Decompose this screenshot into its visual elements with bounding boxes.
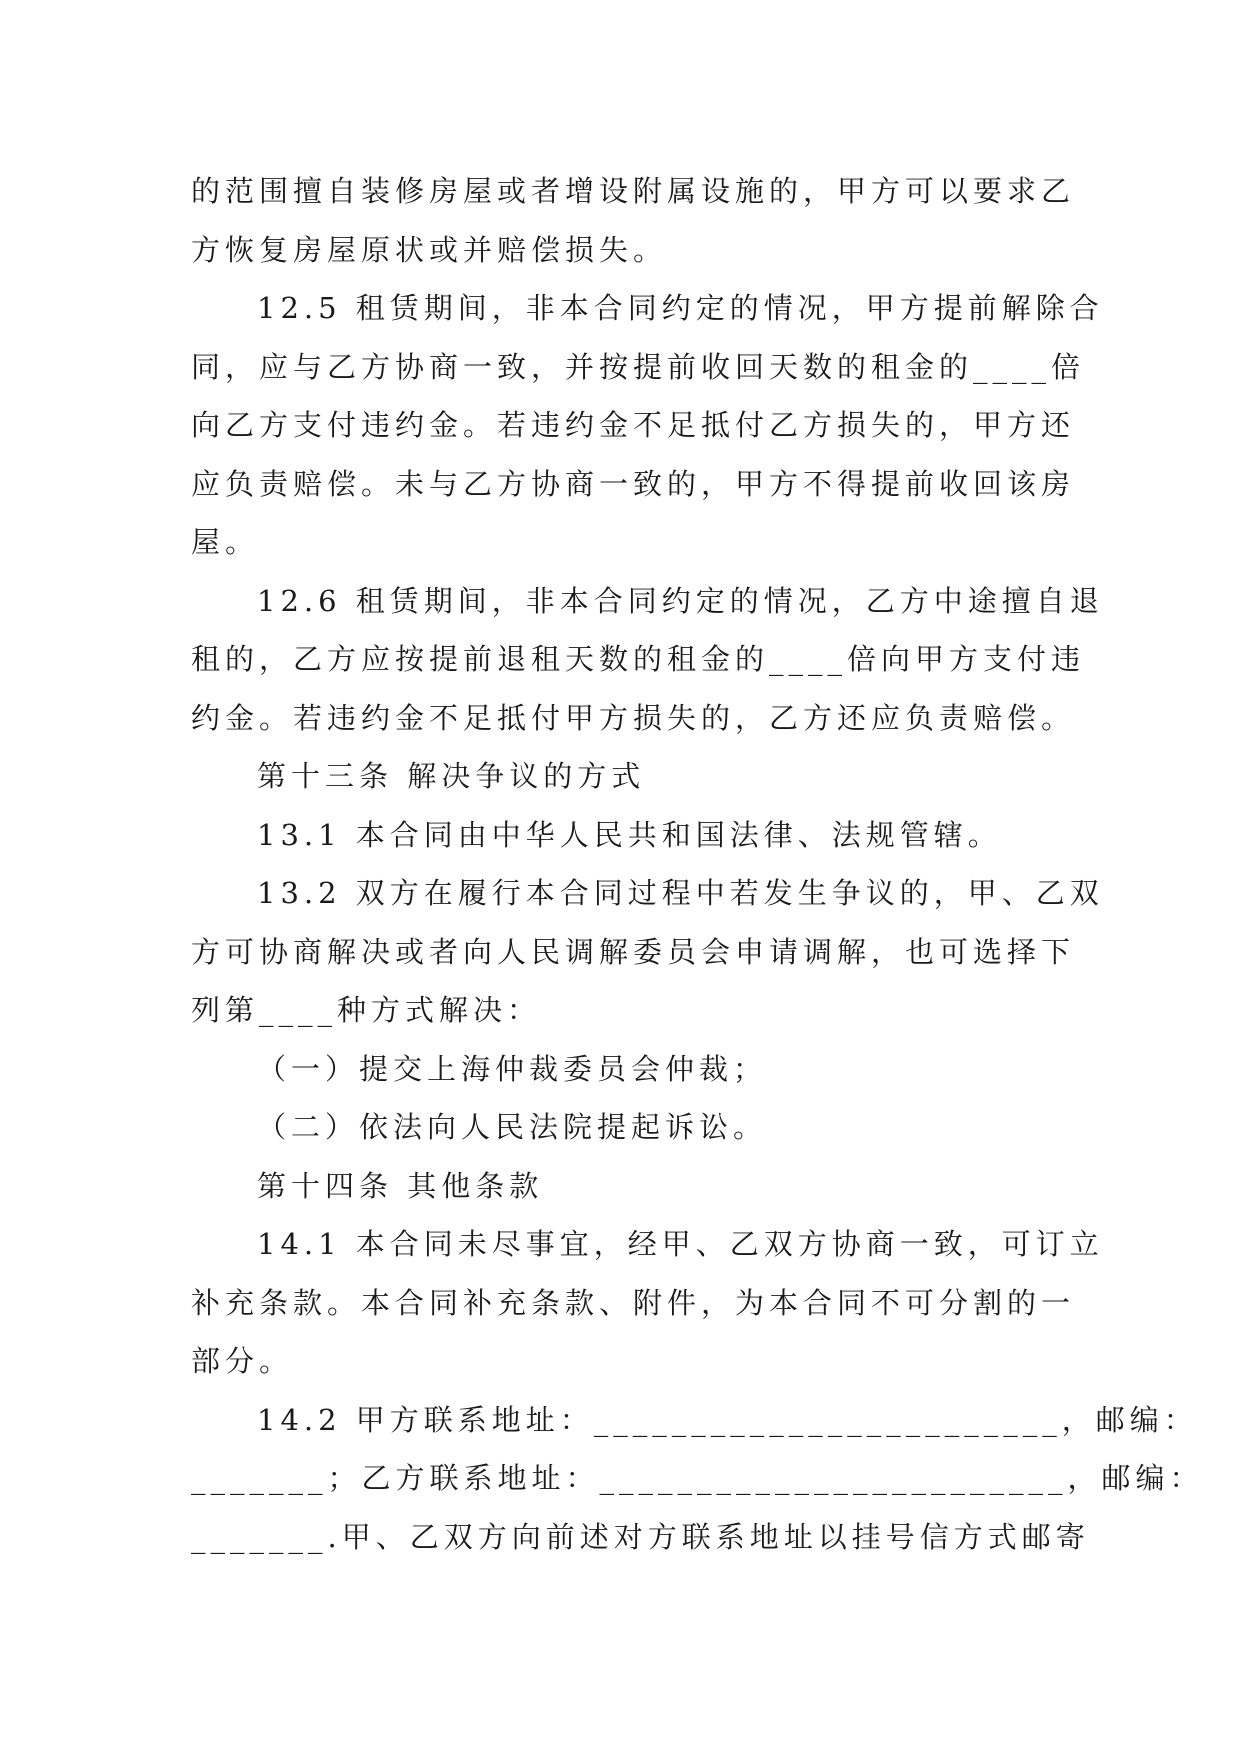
text-line: 方恢复房屋原状或并赔偿损失。 [191, 232, 668, 267]
article-14-heading: 第十四条 其他条款 [257, 1168, 544, 1203]
text-line: 的范围擅自装修房屋或者增设附属设施的，甲方可以要求乙 [191, 174, 1076, 208]
text-line: 部分。 [191, 1344, 294, 1378]
text-line: 方可协商解决或者向人民调解委员会申请调解，也可选择下 [191, 934, 1076, 969]
text-line: 租的，乙方应按提前退租天数的租金的____倍向甲方支付违 [191, 642, 1086, 676]
option-litigation: （二）依法向人民法院提起诉讼。 [257, 1110, 768, 1144]
text-line: _______；乙方联系地址：________________________，邮编： [191, 1461, 1204, 1495]
clause-13-1: 13.1 本合同由中华人民共和国法律、法规管辖。 [257, 817, 1002, 852]
text-line: 应负责赔偿。未与乙方协商一致的，甲方不得提前收回该房 [191, 466, 1076, 501]
text-line: 列第____种方式解决： [191, 993, 542, 1027]
text-line: 同，应与乙方协商一致，并按提前收回天数的租金的____倍 [191, 349, 1086, 384]
text-line: 补充条款。本合同补充条款、附件，为本合同不可分割的一 [191, 1285, 1076, 1320]
clause-13-2: 13.2 双方在履行本合同过程中若发生争议的，甲、乙双 [257, 876, 1104, 910]
option-arbitration: （一）提交上海仲裁委员会仲裁； [257, 1051, 768, 1086]
clause-12-5: 12.5 租赁期间，非本合同约定的情况，甲方提前解除合 [257, 291, 1104, 325]
text-line: 向乙方支付违约金。若违约金不足抵付乙方损失的，甲方还 [191, 408, 1076, 442]
article-13-heading: 第十三条 解决争议的方式 [257, 759, 646, 793]
text-line: 约金。若违约金不足抵付甲方损失的，乙方还应负责赔偿。 [191, 700, 1076, 735]
text-line: _______.甲、乙双方向前述对方联系地址以挂号信方式邮寄 [191, 1519, 1090, 1554]
clause-14-2: 14.2 甲方联系地址：________________________，邮编： [257, 1402, 1198, 1437]
contract-text-body [191, 162, 1204, 1566]
clause-14-1: 14.1 本合同未尽事宜，经甲、乙双方协商一致，可订立 [257, 1227, 1104, 1261]
text-line: 屋。 [191, 525, 260, 559]
clause-12-6: 12.6 租赁期间，非本合同约定的情况，乙方中途擅自退 [257, 583, 1104, 618]
